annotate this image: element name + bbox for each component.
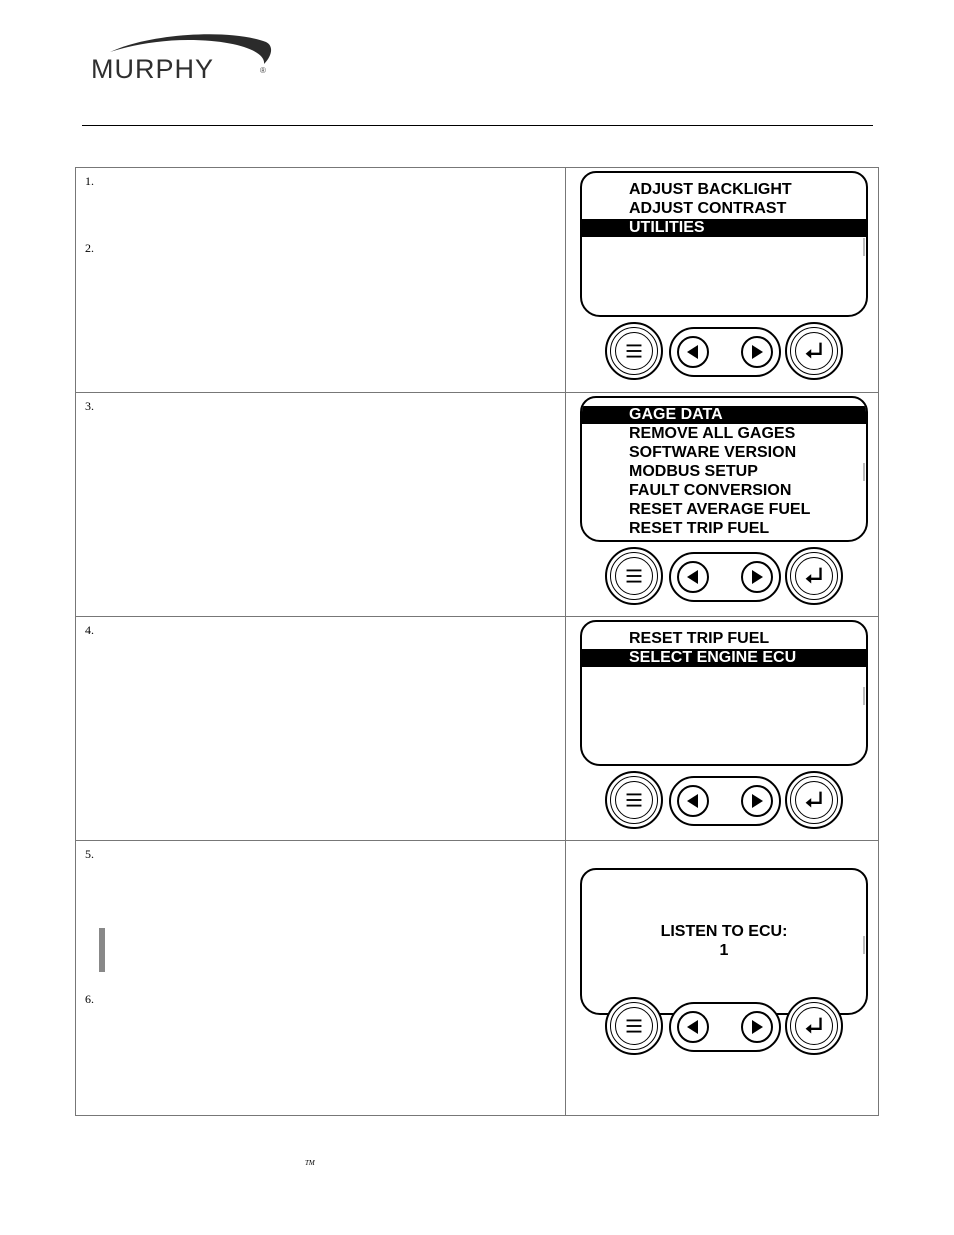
step-number: 2. bbox=[85, 241, 94, 255]
arrow-keys bbox=[669, 1002, 781, 1052]
left-button[interactable] bbox=[677, 785, 709, 817]
right-button[interactable] bbox=[741, 336, 773, 368]
step-text-cell bbox=[76, 841, 566, 1115]
left-arrow-icon bbox=[679, 787, 707, 815]
step-row bbox=[76, 841, 878, 1115]
menu-icon bbox=[607, 999, 661, 1053]
menu-item-selected: UTILITIES bbox=[582, 219, 866, 237]
murphy-logo bbox=[88, 30, 278, 82]
logo-text: MURPHY bbox=[91, 54, 215, 84]
keypad bbox=[605, 997, 845, 1059]
menu-item: REMOVE ALL GAGES bbox=[629, 425, 796, 442]
lcd-screen bbox=[580, 171, 868, 317]
left-button[interactable] bbox=[677, 336, 709, 368]
menu-item: RESET AVERAGE FUEL bbox=[629, 501, 811, 518]
registered-mark: ® bbox=[260, 66, 266, 75]
device-illustration bbox=[566, 393, 878, 616]
step-row bbox=[76, 393, 878, 617]
arrow-keys bbox=[669, 327, 781, 377]
lcd-message: LISTEN TO ECU: bbox=[660, 923, 788, 940]
steps-table bbox=[75, 167, 879, 1116]
menu-icon bbox=[607, 773, 661, 827]
step-number: 4. bbox=[85, 623, 94, 637]
menu-icon bbox=[607, 324, 661, 378]
menu-item: ADJUST BACKLIGHT bbox=[629, 181, 792, 198]
keypad bbox=[605, 322, 845, 384]
left-button[interactable] bbox=[677, 1011, 709, 1043]
step-row bbox=[76, 168, 878, 393]
step-row bbox=[76, 617, 878, 841]
left-button[interactable] bbox=[677, 561, 709, 593]
menu-item: FAULT CONVERSION bbox=[629, 482, 792, 499]
right-button[interactable] bbox=[741, 561, 773, 593]
step-number: 3. bbox=[85, 399, 94, 413]
right-arrow-icon bbox=[743, 563, 771, 591]
enter-button[interactable] bbox=[785, 547, 843, 605]
menu-button[interactable] bbox=[605, 322, 663, 380]
step-number: 6. bbox=[85, 992, 94, 1006]
enter-icon bbox=[787, 324, 841, 378]
right-arrow-icon bbox=[743, 338, 771, 366]
menu-item: SOFTWARE VERSION bbox=[629, 444, 797, 461]
step-text-cell bbox=[76, 617, 566, 840]
header-rule bbox=[82, 125, 873, 126]
menu-button[interactable] bbox=[605, 547, 663, 605]
right-arrow-icon bbox=[743, 1013, 771, 1041]
device-illustration bbox=[566, 168, 878, 392]
menu-icon bbox=[607, 549, 661, 603]
right-arrow-icon bbox=[743, 787, 771, 815]
enter-icon bbox=[787, 999, 841, 1053]
menu-button[interactable] bbox=[605, 771, 663, 829]
note-bar bbox=[99, 928, 105, 972]
menu-button[interactable] bbox=[605, 997, 663, 1055]
left-arrow-icon bbox=[679, 563, 707, 591]
left-arrow-icon bbox=[679, 1013, 707, 1041]
menu-item: RESET TRIP FUEL bbox=[629, 520, 770, 537]
step-number: 5. bbox=[85, 847, 94, 861]
lcd-screen bbox=[580, 396, 868, 542]
enter-button[interactable] bbox=[785, 771, 843, 829]
left-arrow-icon bbox=[679, 338, 707, 366]
menu-item: RESET TRIP FUEL bbox=[629, 630, 770, 647]
menu-item-selected: SELECT ENGINE ECU bbox=[582, 649, 866, 667]
lcd-screen bbox=[580, 620, 868, 766]
enter-button[interactable] bbox=[785, 997, 843, 1055]
arrow-keys bbox=[669, 552, 781, 602]
enter-icon bbox=[787, 773, 841, 827]
device-illustration bbox=[566, 617, 878, 840]
keypad bbox=[605, 547, 845, 609]
keypad bbox=[605, 771, 845, 833]
lcd-value: 1 bbox=[719, 942, 729, 959]
trademark-mark: TM bbox=[305, 1159, 315, 1167]
step-text-cell bbox=[76, 393, 566, 616]
step-number: 1. bbox=[85, 174, 94, 188]
right-button[interactable] bbox=[741, 785, 773, 817]
device-illustration bbox=[566, 841, 878, 1115]
arrow-keys bbox=[669, 776, 781, 826]
step-text-cell bbox=[76, 168, 566, 392]
menu-item-selected: GAGE DATA bbox=[582, 406, 866, 424]
menu-item: ADJUST CONTRAST bbox=[629, 200, 787, 217]
lcd-screen bbox=[580, 868, 868, 1015]
enter-icon bbox=[787, 549, 841, 603]
menu-item: MODBUS SETUP bbox=[629, 463, 758, 480]
right-button[interactable] bbox=[741, 1011, 773, 1043]
enter-button[interactable] bbox=[785, 322, 843, 380]
